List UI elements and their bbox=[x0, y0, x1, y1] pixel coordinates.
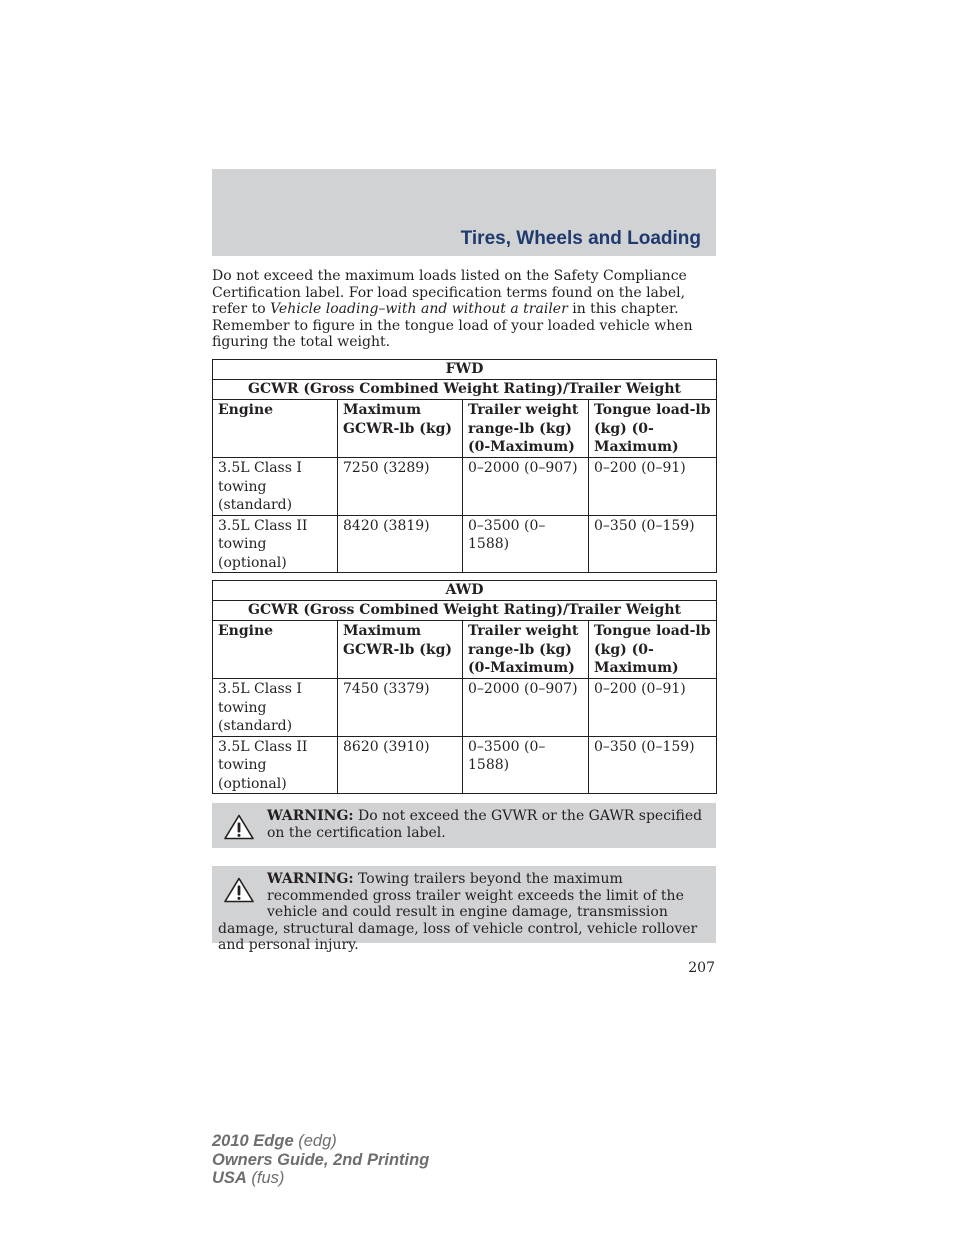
section-title: Tires, Wheels and Loading bbox=[460, 228, 701, 249]
column-header-engine: Engine bbox=[213, 400, 338, 458]
column-header-max-gcwr: Maximum GCWR-lb (kg) bbox=[338, 400, 463, 458]
tongue-load-cell: 0–350 (0–159) bbox=[589, 515, 717, 573]
intro-cross-reference: Vehicle loading–with and without a trailer bbox=[270, 301, 568, 317]
trailer-weight-cell: 0–3500 (0–1588) bbox=[463, 515, 589, 573]
intro-text-after: in this chapter. Remember to figure in the tongue load of your loaded vehicle when figuring the total weight. bbox=[212, 301, 693, 350]
engine-cell: 3.5L Class II towing (optional) bbox=[213, 736, 338, 794]
warning-box-gvwr bbox=[212, 803, 716, 848]
awd-column-headers bbox=[213, 621, 717, 679]
footer-market-code: (fus) bbox=[246, 1169, 285, 1187]
table-row bbox=[213, 515, 717, 573]
document-footer bbox=[212, 1132, 429, 1188]
footer-guide-edition: Owners Guide, 2nd Printing bbox=[212, 1150, 430, 1169]
tongue-load-cell: 0–350 (0–159) bbox=[589, 736, 717, 794]
trailer-weight-cell: 0–2000 (0–907) bbox=[463, 679, 589, 737]
warning-label: WARNING: bbox=[267, 871, 354, 887]
max-gcwr-cell: 8420 (3819) bbox=[338, 515, 463, 573]
trailer-weight-cell: 0–2000 (0–907) bbox=[463, 458, 589, 516]
warning-text: Do not exceed the GVWR or the GAWR specified on the certification label. bbox=[267, 808, 703, 841]
column-header-trailer-weight: Trailer weight range-lb (kg) (0-Maximum) bbox=[463, 400, 589, 458]
max-gcwr-cell: 7450 (3379) bbox=[338, 679, 463, 737]
fwd-towing-table bbox=[212, 359, 717, 573]
table-row bbox=[213, 736, 717, 794]
fwd-table-subtitle: GCWR (Gross Combined Weight Rating)/Trailer Weight bbox=[213, 380, 717, 400]
engine-cell: 3.5L Class I towing (standard) bbox=[213, 679, 338, 737]
intro-paragraph bbox=[212, 268, 716, 351]
warning-label: WARNING: bbox=[267, 808, 354, 824]
footer-model: 2010 Edge bbox=[212, 1132, 294, 1150]
awd-table-subtitle: GCWR (Gross Combined Weight Rating)/Trailer Weight bbox=[213, 601, 717, 621]
footer-market: USA bbox=[212, 1169, 247, 1187]
awd-table-title: AWD bbox=[213, 581, 717, 601]
tongue-load-cell: 0–200 (0–91) bbox=[589, 679, 717, 737]
column-header-engine: Engine bbox=[213, 621, 338, 679]
column-header-max-gcwr: Maximum GCWR-lb (kg) bbox=[338, 621, 463, 679]
warning-triangle-icon bbox=[224, 877, 254, 903]
max-gcwr-cell: 8620 (3910) bbox=[338, 736, 463, 794]
trailer-weight-cell: 0–3500 (0–1588) bbox=[463, 736, 589, 794]
column-header-tongue-load: Tongue load-lb (kg) (0-Maximum) bbox=[589, 621, 717, 679]
page-number: 207 bbox=[688, 960, 715, 976]
awd-towing-table bbox=[212, 580, 717, 794]
fwd-column-headers bbox=[213, 400, 717, 458]
table-row bbox=[213, 458, 717, 516]
column-header-tongue-load: Tongue load-lb (kg) (0-Maximum) bbox=[589, 400, 717, 458]
engine-cell: 3.5L Class II towing (optional) bbox=[213, 515, 338, 573]
section-header-band bbox=[212, 169, 716, 256]
intro-text-before: Do not exceed the maximum loads listed on the Safety Compliance Certification label. For load specification terms found on the label, refer to bbox=[212, 268, 687, 317]
warning-triangle-icon bbox=[224, 814, 254, 840]
fwd-table-title: FWD bbox=[213, 360, 717, 380]
tongue-load-cell: 0–200 (0–91) bbox=[589, 458, 717, 516]
warning-box-towing bbox=[212, 866, 716, 953]
table-row bbox=[213, 679, 717, 737]
warning-text: Towing trailers beyond the maximum recommended gross trailer weight exceeds the limit of the vehicle and could result in engine damage, transmission damage, structural damage, loss of vehicle control, vehicle rollover and personal injury. bbox=[218, 871, 698, 953]
max-gcwr-cell: 7250 (3289) bbox=[338, 458, 463, 516]
engine-cell: 3.5L Class I towing (standard) bbox=[213, 458, 338, 516]
footer-model-code: (edg) bbox=[293, 1132, 337, 1150]
column-header-trailer-weight: Trailer weight range-lb (kg) (0-Maximum) bbox=[463, 621, 589, 679]
